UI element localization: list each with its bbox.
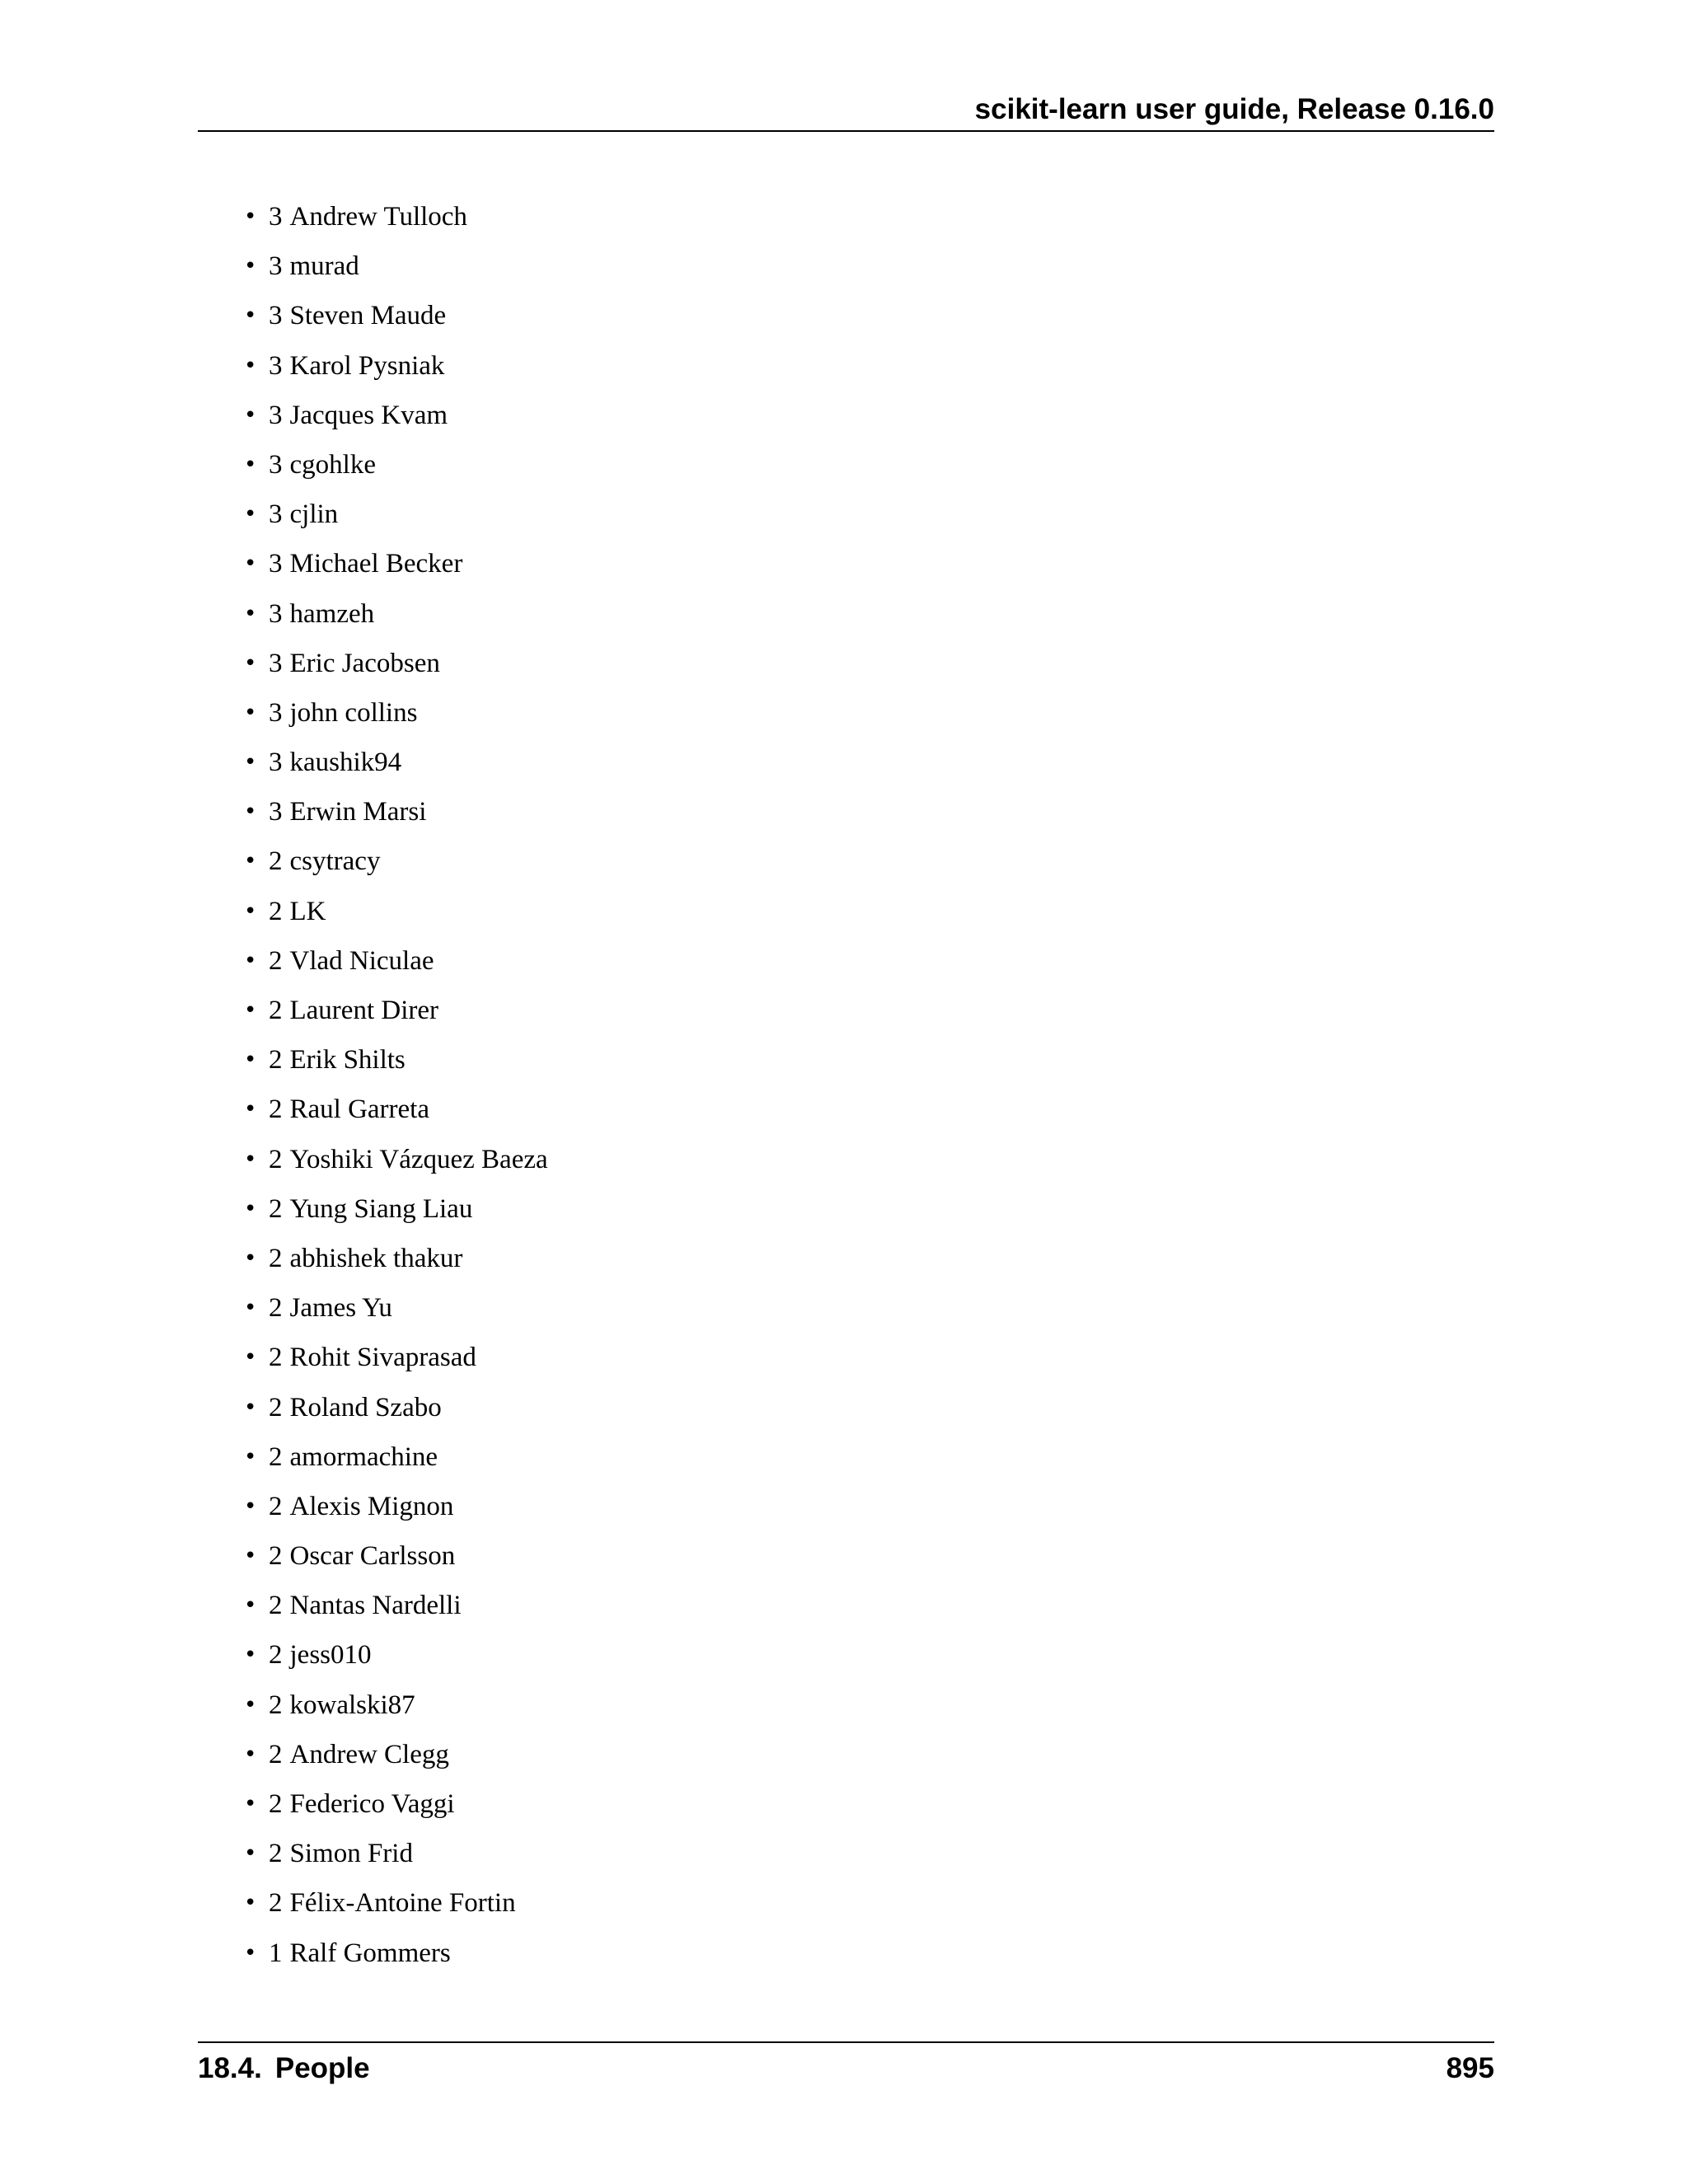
bullet-icon: •	[244, 402, 257, 428]
contributor-name: kowalski87	[289, 1690, 415, 1720]
contributor-name: Erwin Marsi	[289, 797, 427, 827]
bullet-icon: •	[244, 254, 257, 279]
bullet-icon: •	[244, 1493, 257, 1519]
contributor-name: Jacques Kvam	[289, 400, 448, 430]
commit-count: 2	[269, 1491, 283, 1521]
contributor-entry	[269, 1779, 455, 1829]
page-footer	[198, 2041, 1494, 2089]
contributor-name: Alexis Mignon	[289, 1491, 454, 1521]
contributor-name: Steven Maude	[289, 301, 447, 331]
contributor-entry	[269, 1730, 449, 1779]
bullet-icon: •	[244, 898, 257, 924]
contributor-entry	[269, 688, 417, 738]
commit-count: 3	[269, 797, 283, 827]
commit-count: 2	[269, 1789, 283, 1819]
contributor-name: Federico Vaggi	[289, 1789, 455, 1819]
bullet-icon: •	[244, 1444, 257, 1469]
bullet-icon: •	[244, 452, 257, 477]
commit-count: 3	[269, 301, 283, 331]
contributor-entry	[269, 1581, 462, 1630]
commit-count: 2	[269, 1839, 283, 1869]
footer-section-title: People	[274, 2052, 370, 2084]
contributor-name: Nantas Nardelli	[289, 1591, 462, 1621]
bullet-icon: •	[244, 1296, 257, 1321]
contributor-name: Oscar Carlsson	[289, 1541, 456, 1572]
contributor-entry	[269, 1234, 462, 1283]
commit-count: 2	[269, 1243, 283, 1273]
contributor-entry	[269, 1531, 455, 1581]
contributor-entry	[269, 1680, 415, 1730]
commit-count: 2	[269, 1144, 283, 1174]
bullet-icon: •	[244, 948, 257, 973]
contributor-name: Andrew Tulloch	[289, 202, 467, 232]
commit-count: 2	[269, 1392, 283, 1422]
contributor-entry	[269, 241, 359, 291]
commit-count: 3	[269, 697, 283, 728]
page-number: 895	[1446, 2052, 1494, 2084]
contributor-entry	[269, 490, 338, 539]
commit-count: 3	[269, 251, 283, 282]
commit-count: 2	[269, 896, 283, 926]
bullet-icon: •	[244, 1891, 257, 1916]
contributor-name: Erik Shilts	[289, 1045, 406, 1076]
commit-count: 2	[269, 996, 283, 1025]
contributor-entry	[269, 539, 462, 588]
bullet-icon: •	[244, 1593, 257, 1619]
bullet-icon: •	[244, 1146, 257, 1172]
contributor-name: Eric Jacobsen	[289, 648, 440, 678]
contributor-name: abhishek thakur	[289, 1243, 463, 1273]
contributor-name: csytracy	[289, 846, 381, 877]
bullet-icon: •	[244, 750, 257, 776]
contributor-name: Raul Garreta	[289, 1094, 429, 1125]
bullet-icon: •	[244, 204, 257, 229]
page-header	[198, 89, 1494, 132]
bullet-icon: •	[244, 1792, 257, 1816]
contributor-name: john collins	[289, 697, 418, 728]
bullet-icon: •	[244, 502, 257, 527]
contributor-entry	[269, 1829, 413, 1878]
contributor-entry	[269, 1878, 516, 1928]
bullet-icon: •	[244, 303, 257, 329]
bullet-icon: •	[244, 650, 257, 676]
contributor-name: hamzeh	[289, 598, 375, 629]
contributor-entry	[269, 1085, 429, 1134]
contributor-name: cjlin	[289, 499, 339, 530]
commit-count: 2	[269, 1591, 283, 1621]
contributor-entry	[269, 1383, 442, 1432]
commit-count: 3	[269, 350, 283, 381]
bullet-icon: •	[244, 998, 257, 1023]
contributor-entry	[269, 1283, 392, 1333]
contributor-name: Laurent Direr	[289, 996, 438, 1025]
bullet-icon: •	[244, 1841, 257, 1867]
commit-count: 2	[269, 846, 283, 877]
bullet-icon: •	[244, 1940, 257, 1966]
contributor-entry	[269, 1333, 476, 1382]
contributor-entry	[269, 1929, 451, 1978]
commit-count: 2	[269, 1690, 283, 1720]
contributor-entry	[269, 887, 326, 936]
bullet-icon: •	[244, 1245, 257, 1271]
bullet-icon: •	[244, 551, 257, 577]
contributor-entry	[269, 589, 374, 639]
commit-count: 3	[269, 748, 283, 778]
bullet-icon: •	[244, 1544, 257, 1569]
bullet-icon: •	[244, 1394, 257, 1420]
commit-count: 3	[269, 598, 283, 629]
contributor-name: cgohlke	[289, 449, 376, 480]
contributor-entry	[269, 1184, 472, 1234]
bullet-icon: •	[244, 1097, 257, 1122]
contributor-name: Félix-Antoine Fortin	[289, 1888, 516, 1919]
commit-count: 2	[269, 1739, 283, 1769]
bullet-icon: •	[244, 1047, 257, 1073]
commit-count: 2	[269, 1441, 283, 1472]
bullet-icon: •	[244, 799, 257, 825]
contributor-entry	[269, 192, 467, 241]
contributor-name: Michael Becker	[289, 549, 463, 579]
commit-count: 3	[269, 202, 283, 232]
contributor-name: Rohit Sivaprasad	[289, 1343, 476, 1373]
commit-count: 2	[269, 1541, 283, 1572]
contributor-name: jess010	[289, 1640, 372, 1671]
contributor-name: amormachine	[289, 1441, 438, 1472]
commit-count: 3	[269, 449, 283, 480]
contributor-entry	[269, 639, 440, 688]
contributor-entry	[269, 391, 448, 440]
running-title: scikit-learn user guide, Release 0.16.0	[974, 93, 1494, 125]
commit-count: 2	[269, 1343, 283, 1373]
contributor-name: Vlad Niculae	[289, 945, 434, 976]
contributor-entry	[269, 738, 401, 787]
contributor-entry	[269, 440, 376, 490]
commit-count: 2	[269, 1045, 283, 1076]
contributor-entry	[269, 837, 380, 886]
commit-count: 2	[269, 945, 283, 976]
commit-count: 3	[269, 499, 283, 530]
bullet-icon: •	[244, 1196, 257, 1221]
contributor-entry	[269, 986, 438, 1035]
contributor-entry	[269, 936, 434, 986]
footer-section-label	[198, 2050, 370, 2088]
contributor-name: James Yu	[289, 1293, 392, 1324]
commit-count: 2	[269, 1293, 283, 1324]
commit-count: 2	[269, 1193, 283, 1224]
contributor-name: Ralf Gommers	[289, 1938, 451, 1968]
contributor-name: Yoshiki Vázquez Baeza	[289, 1144, 548, 1174]
contributor-entry	[269, 1035, 406, 1085]
contributor-name: Andrew Clegg	[289, 1739, 449, 1769]
contributor-name: murad	[289, 251, 359, 282]
contributor-entry	[269, 1630, 372, 1680]
contributor-name: Roland Szabo	[289, 1392, 442, 1422]
contributor-name: Karol Pysniak	[289, 350, 445, 381]
bullet-icon: •	[244, 1692, 257, 1718]
contributor-entry	[269, 1135, 548, 1184]
commit-count: 2	[269, 1888, 283, 1919]
contributor-name: Simon Frid	[289, 1839, 413, 1869]
contributor-name: LK	[289, 896, 326, 926]
bullet-icon: •	[244, 1345, 257, 1371]
bullet-icon: •	[244, 353, 257, 378]
contributor-entry	[269, 787, 426, 837]
bullet-icon: •	[244, 700, 257, 725]
commit-count: 1	[269, 1938, 283, 1968]
bullet-icon: •	[244, 849, 257, 874]
bullet-icon: •	[244, 1643, 257, 1668]
footer-section-number: 18.4.	[198, 2052, 262, 2084]
commit-count: 3	[269, 400, 283, 430]
commit-count: 3	[269, 648, 283, 678]
contributor-entry	[269, 341, 444, 391]
contributor-entry	[269, 291, 446, 340]
contributor-entry	[269, 1432, 438, 1482]
contributor-entry	[269, 1482, 453, 1531]
commit-count: 3	[269, 549, 283, 579]
bullet-icon: •	[244, 1741, 257, 1767]
bullet-icon: •	[244, 601, 257, 626]
commit-count: 2	[269, 1094, 283, 1125]
contributor-name: Yung Siang Liau	[289, 1193, 473, 1224]
commit-count: 2	[269, 1640, 283, 1671]
contributor-name: kaushik94	[289, 748, 402, 778]
